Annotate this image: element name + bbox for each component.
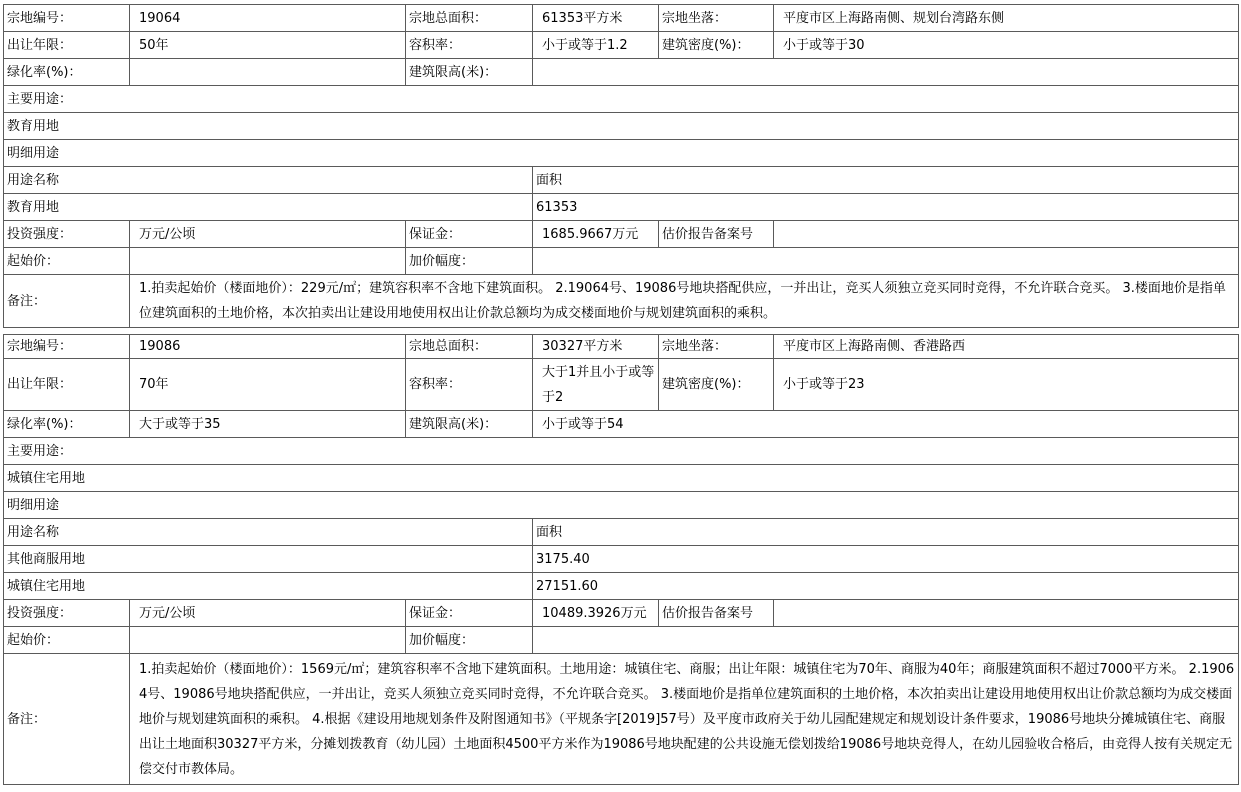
increment-value [533, 627, 1239, 654]
increment-label: 加价幅度： [406, 248, 533, 275]
table-row [4, 5, 1239, 32]
table-row [4, 86, 1239, 113]
table-row [4, 221, 1239, 248]
use-name: 城镇住宅用地 [4, 573, 533, 600]
appraisal-value [774, 221, 1239, 248]
height-value: 小于或等于54 [533, 411, 1239, 438]
table-row [4, 438, 1239, 465]
table-row [4, 600, 1239, 627]
area-header: 面积 [533, 167, 1239, 194]
detail-use-label: 明细用途 [4, 492, 1239, 519]
remark-value: 1.拍卖起始价（楼面地价）：229元/㎡；建筑容积率不含地下建筑面积。 2.19064号、19086号地块搭配供应，一并出让，竞买人须独立竞买同时竞得，不允许联合竞买。 3.楼面地价是指单位建筑面积的土地价格，本次拍卖出让建设用地使用权出让价款总额均为成交楼面地价与规划建筑面积的乘积。 [130, 275, 1239, 328]
parcel-no-label: 宗地编号： [4, 335, 130, 359]
green-value [130, 59, 406, 86]
deposit-label: 保证金： [406, 221, 533, 248]
use-area: 3175.40 [533, 546, 1239, 573]
term-label: 出让年限： [4, 359, 130, 411]
parcel-table-19086 [3, 334, 1239, 785]
height-label: 建筑限高(米)： [406, 411, 533, 438]
parcel-table-19064 [3, 4, 1239, 328]
table-row [4, 359, 1239, 411]
table-row [4, 167, 1239, 194]
remark-label: 备注： [4, 654, 130, 785]
start-price-value [130, 627, 406, 654]
table-row [4, 492, 1239, 519]
start-price-label: 起始价： [4, 248, 130, 275]
use-name: 教育用地 [4, 194, 533, 221]
main-use-label: 主要用途： [4, 438, 1239, 465]
density-label: 建筑密度(%)： [659, 32, 774, 59]
table-row [4, 113, 1239, 140]
use-area: 61353 [533, 194, 1239, 221]
parcel-no-label: 宗地编号： [4, 5, 130, 32]
use-name-header: 用途名称 [4, 167, 533, 194]
table-row [4, 59, 1239, 86]
density-label: 建筑密度(%)： [659, 359, 774, 411]
appraisal-label: 估价报告备案号 [659, 221, 774, 248]
total-area-value: 61353平方米 [533, 5, 659, 32]
height-label: 建筑限高(米)： [406, 59, 533, 86]
table-row [4, 573, 1239, 600]
table-row [4, 465, 1239, 492]
green-value: 大于或等于35 [130, 411, 406, 438]
table-row [4, 411, 1239, 438]
location-value: 平度市区上海路南侧、香港路西 [774, 335, 1239, 359]
total-area-value: 30327平方米 [533, 335, 659, 359]
table-row [4, 275, 1239, 328]
table-row [4, 140, 1239, 167]
density-value: 小于或等于23 [774, 359, 1239, 411]
parcel-no-value: 19064 [130, 5, 406, 32]
table-row [4, 32, 1239, 59]
start-price-value [130, 248, 406, 275]
increment-label: 加价幅度： [406, 627, 533, 654]
far-value: 小于或等于1.2 [533, 32, 659, 59]
term-label: 出让年限： [4, 32, 130, 59]
main-use-value: 城镇住宅用地 [4, 465, 1239, 492]
increment-value [533, 248, 1239, 275]
start-price-label: 起始价： [4, 627, 130, 654]
table-row [4, 248, 1239, 275]
far-value: 大于1并且小于或等于2 [533, 359, 659, 411]
deposit-value: 10489.3926万元 [533, 600, 659, 627]
use-area: 27151.60 [533, 573, 1239, 600]
height-value [533, 59, 1239, 86]
deposit-label: 保证金： [406, 600, 533, 627]
area-header: 面积 [533, 519, 1239, 546]
main-use-label: 主要用途： [4, 86, 1239, 113]
term-value: 70年 [130, 359, 406, 411]
total-area-label: 宗地总面积： [406, 5, 533, 32]
invest-label: 投资强度： [4, 600, 130, 627]
total-area-label: 宗地总面积： [406, 335, 533, 359]
remark-value: 1.拍卖起始价（楼面地价）：1569元/㎡；建筑容积率不含地下建筑面积。土地用途：城镇住宅、商服；出让年限：城镇住宅为70年、商服为40年；商服建筑面积不超过7000平方米。 2.19064号、19086号地块搭配供应，一并出让，竞买人须独立竞买同时竞得，不允许联合竞买。 3.楼面地价是指单位建筑面积的土地价格，本次拍卖出让建设用地使用权出让价款总额均为成交楼面地价与规划建筑面积的乘积。 4.根据《建设用地规划条件及附图通知书》（平规条字[2019]57号）及平度市政府关于幼儿园配建规定和规划设计条件要求，19086号地块分摊城镇住宅、商服出让土地面积30327平方米，分摊划拨教育（幼儿园）土地面积4500平方米作为19086号地块配建的公共设施无偿划拨给19086号地块竞得人，在幼儿园验收合格后，由竞得人按有关规定无偿交付市教体局。 [130, 654, 1239, 785]
green-label: 绿化率(%)： [4, 59, 130, 86]
invest-label: 投资强度： [4, 221, 130, 248]
far-label: 容积率： [406, 359, 533, 411]
location-label: 宗地坐落： [659, 5, 774, 32]
table-row [4, 335, 1239, 359]
term-value: 50年 [130, 32, 406, 59]
use-name-header: 用途名称 [4, 519, 533, 546]
main-use-value: 教育用地 [4, 113, 1239, 140]
density-value: 小于或等于30 [774, 32, 1239, 59]
location-value: 平度市区上海路南侧、规划台湾路东侧 [774, 5, 1239, 32]
green-label: 绿化率(%)： [4, 411, 130, 438]
table-row [4, 194, 1239, 221]
far-label: 容积率： [406, 32, 533, 59]
remark-label: 备注： [4, 275, 130, 328]
table-row [4, 654, 1239, 785]
table-row [4, 519, 1239, 546]
use-name: 其他商服用地 [4, 546, 533, 573]
location-label: 宗地坐落： [659, 335, 774, 359]
deposit-value: 1685.9667万元 [533, 221, 659, 248]
table-row [4, 546, 1239, 573]
appraisal-value [774, 600, 1239, 627]
invest-value: 万元/公顷 [130, 600, 406, 627]
detail-use-label: 明细用途 [4, 140, 1239, 167]
appraisal-label: 估价报告备案号 [659, 600, 774, 627]
parcel-no-value: 19086 [130, 335, 406, 359]
invest-value: 万元/公顷 [130, 221, 406, 248]
table-row [4, 627, 1239, 654]
